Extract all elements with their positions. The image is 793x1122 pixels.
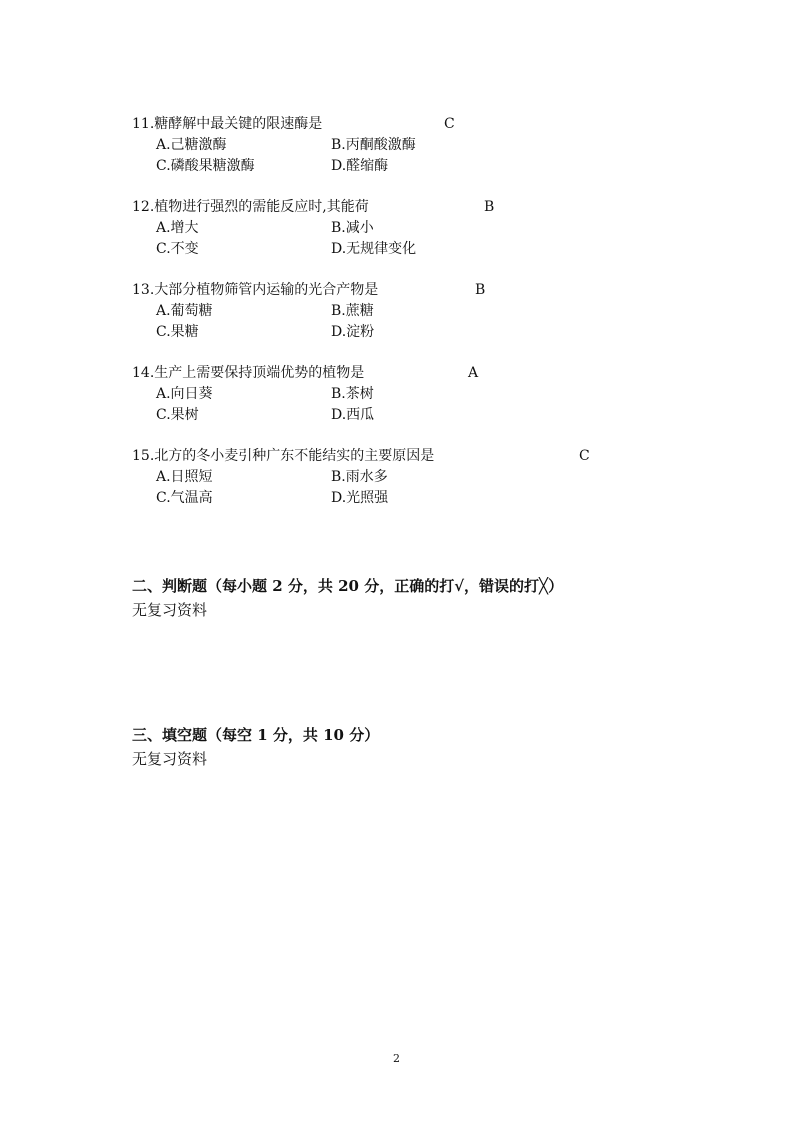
option-b: B.丙酮酸激酶	[331, 137, 416, 153]
question-12	[132, 197, 652, 260]
option-a: A.增大	[156, 220, 199, 236]
option-c: C.气温高	[156, 490, 213, 506]
question-14	[132, 363, 652, 426]
question-11	[132, 114, 652, 177]
option-d: D.无规律变化	[331, 241, 417, 257]
section-title-fill-blank: 三、填空题（每空 1 分，共 10 分）	[132, 726, 380, 744]
question-stem: 12.植物进行强烈的需能反应时,其能荷	[132, 199, 369, 215]
question-answer: B	[475, 282, 486, 298]
question-stem: 14.生产上需要保持顶端优势的植物是	[132, 365, 365, 381]
section-note-true-false: 无复习资料	[132, 601, 208, 619]
question-15	[132, 446, 652, 509]
option-c: C.果树	[156, 407, 199, 423]
question-answer: B	[484, 199, 495, 215]
question-answer: A	[468, 365, 479, 381]
option-d: D.西瓜	[331, 407, 375, 423]
page-number: 2	[393, 1052, 400, 1065]
option-b: B.蔗糖	[331, 303, 374, 319]
option-b: B.雨水多	[331, 469, 388, 485]
option-c: C.不变	[156, 241, 199, 257]
question-13	[132, 280, 652, 343]
option-d: D.醛缩酶	[331, 158, 389, 174]
option-b: B.茶树	[331, 386, 374, 402]
option-a: A.日照短	[156, 469, 213, 485]
option-a: A.己糖激酶	[156, 137, 227, 153]
question-answer: C	[579, 448, 590, 464]
option-c: C.磷酸果糖激酶	[156, 158, 255, 174]
question-stem: 11.糖酵解中最关键的限速酶是	[132, 116, 323, 132]
option-c: C.果糖	[156, 324, 199, 340]
question-stem: 13.大部分植物筛管内运输的光合产物是	[132, 282, 379, 298]
question-stem: 15.北方的冬小麦引种广东不能结实的主要原因是	[132, 448, 435, 464]
option-d: D.淀粉	[331, 324, 375, 340]
option-a: A.向日葵	[156, 386, 213, 402]
option-b: B.减小	[331, 220, 374, 236]
option-d: D.光照强	[331, 490, 389, 506]
section-title-true-false: 二、判断题（每小题 2 分，共 20 分，正确的打√，错误的打╳）	[132, 577, 564, 595]
section-note-fill-blank: 无复习资料	[132, 750, 208, 768]
option-a: A.葡萄糖	[156, 303, 213, 319]
question-answer: C	[444, 116, 455, 132]
